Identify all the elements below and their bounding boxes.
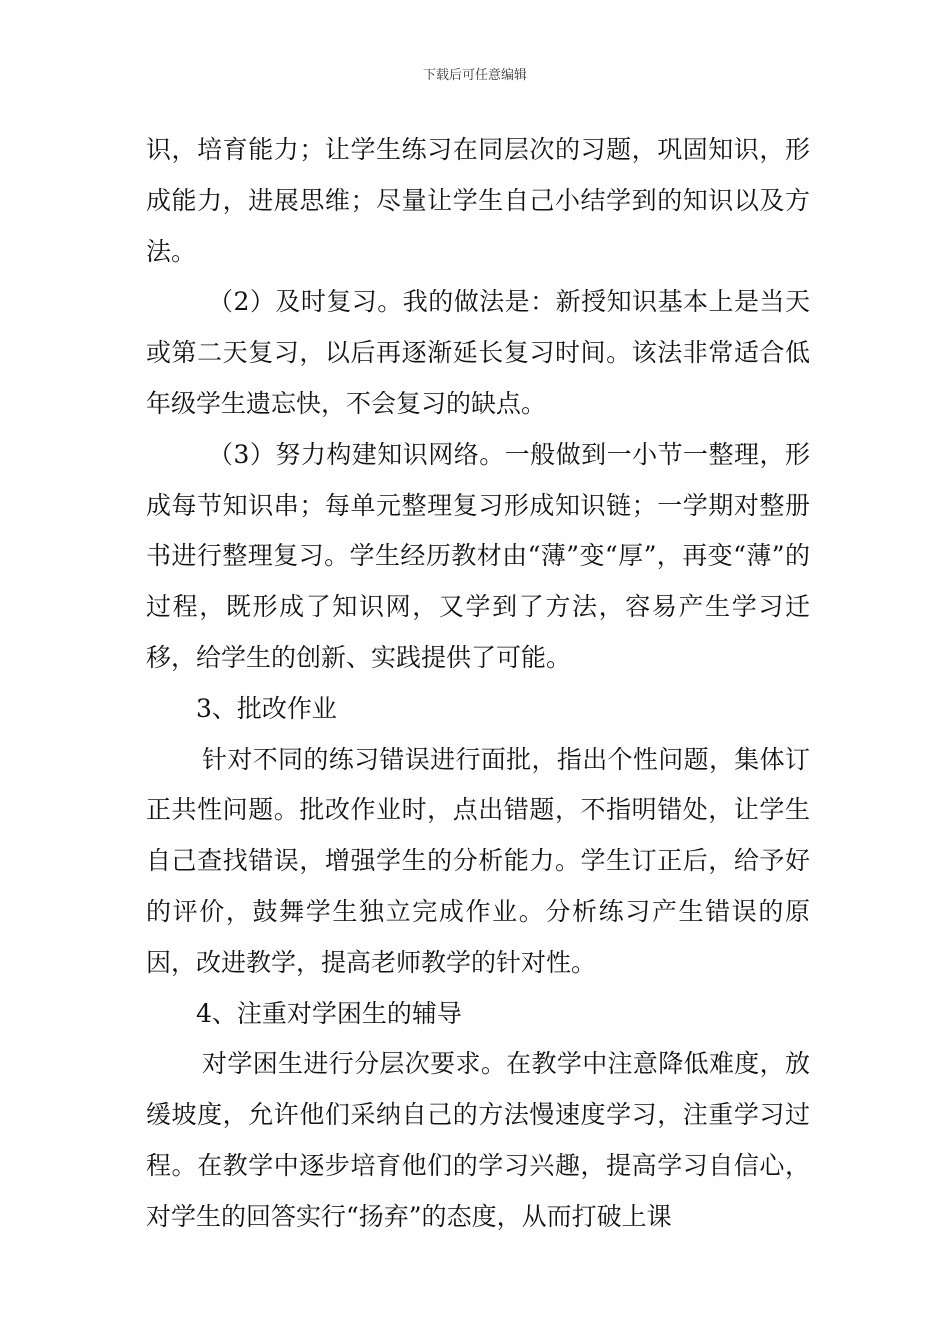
section-heading-grading: 3、批改作业 (196, 693, 337, 723)
paragraph-grading: 针对不同的练习错误进行面批，指出个性问题，集体订正共性问题。批改作业时，点出错题，不指明错处，让学生自己查找错误，增强学生的分析能力。学生订正后，给予好的评价，鼓舞学生独立完成作业。分析练习产生错误的原因，改进教学，提高老师教学的针对性。 (146, 744, 810, 977)
paragraph-tutoring: 对学困生进行分层次要求。在教学中注意降低难度，放缓坡度，允许他们采纳自己的方法慢速度学习，注重学习过程。在教学中逐步培育他们的学习兴趣，提高学习自信心，对学生的回答实行“扬弃”的态度，从而打破上课 (146, 1049, 810, 1231)
section-heading-tutoring: 4、注重对学困生的辅导 (196, 998, 462, 1028)
paragraph-continuation: 识，培育能力；让学生练习在同层次的习题，巩固知识，形成能力，进展思维；尽量让学生自己小结学到的知识以及方法。 (146, 135, 810, 266)
document-body (146, 125, 810, 1243)
paragraph-timely-review: （2）及时复习。我的做法是：新授知识基本上是当天或第二天复习，以后再逐渐延长复习时间。该法非常适合低年级学生遗忘快，不会复习的缺点。 (146, 287, 810, 418)
page-header: 下载后可任意编辑 (422, 68, 527, 83)
paragraph-knowledge-network: （3）努力构建知识网络。一般做到一小节一整理，形成每节知识串；每单元整理复习形成知识链；一学期对整册书进行整理复习。学生经历教材由“薄”变“厚”，再变“薄”的过程，既形成了知识网，又学到了方法，容易产生学习迁移，给学生的创新、实践提供了可能。 (146, 439, 810, 672)
